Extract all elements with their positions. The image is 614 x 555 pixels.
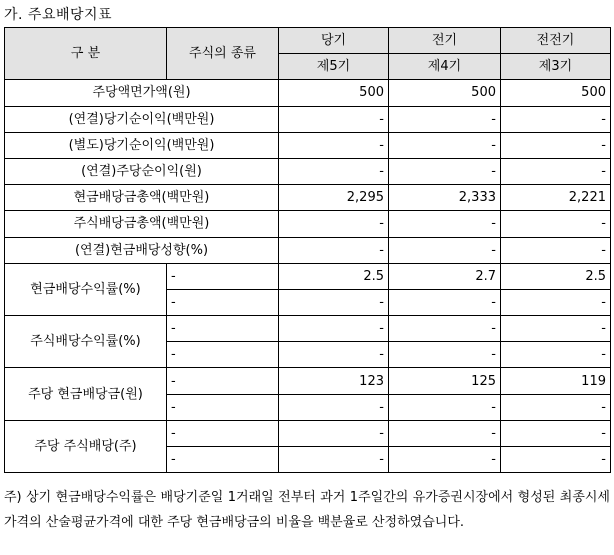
- value-cell: -: [279, 394, 389, 420]
- stock-type-cell: -: [167, 420, 279, 446]
- table-row: [5, 420, 611, 446]
- stock-type-cell: -: [167, 368, 279, 394]
- row-label: (연결)당기순이익(백만원): [5, 106, 279, 132]
- table-row: [5, 211, 611, 237]
- value-cell: -: [389, 132, 501, 158]
- value-cell: -: [501, 420, 611, 446]
- value-cell: -: [389, 316, 501, 342]
- stock-type-cell: -: [167, 316, 279, 342]
- value-cell: -: [389, 447, 501, 473]
- value-cell: -: [279, 211, 389, 237]
- row-label: (연결)현금배당성향(%): [5, 237, 279, 263]
- group-label: 현금배당수익률(%): [5, 263, 167, 315]
- value-cell: -: [389, 158, 501, 184]
- group-label: 주당 현금배당금(원): [5, 368, 167, 420]
- value-cell: 2,333: [389, 185, 501, 211]
- group-label: 주당 주식배당(주): [5, 420, 167, 472]
- stock-type-cell: -: [167, 394, 279, 420]
- value-cell: 500: [279, 80, 389, 106]
- stock-type-cell: -: [167, 342, 279, 368]
- section-title: 가. 주요배당지표: [4, 7, 113, 23]
- value-cell: -: [279, 420, 389, 446]
- value-cell: 123: [279, 368, 389, 394]
- value-cell: 2,221: [501, 185, 611, 211]
- value-cell: 119: [501, 368, 611, 394]
- header-period-before-previous: 전전기: [501, 28, 611, 54]
- value-cell: 125: [389, 368, 501, 394]
- value-cell: -: [279, 342, 389, 368]
- value-cell: -: [279, 132, 389, 158]
- table-row: [5, 106, 611, 132]
- row-label: 주식배당금총액(백만원): [5, 211, 279, 237]
- value-cell: -: [389, 289, 501, 315]
- header-item: 구 분: [5, 28, 167, 80]
- value-cell: 500: [389, 80, 501, 106]
- header-row-1: [5, 28, 611, 54]
- value-cell: -: [501, 211, 611, 237]
- header-period-previous: 전기: [389, 28, 501, 54]
- table-row: [5, 316, 611, 342]
- row-label: (연결)주당순이익(원): [5, 158, 279, 184]
- value-cell: -: [501, 132, 611, 158]
- header-term-before-previous: 제3기: [501, 54, 611, 80]
- value-cell: -: [389, 211, 501, 237]
- value-cell: 2.5: [279, 263, 389, 289]
- value-cell: -: [389, 106, 501, 132]
- table-row: [5, 132, 611, 158]
- value-cell: -: [279, 289, 389, 315]
- value-cell: 2.5: [501, 263, 611, 289]
- value-cell: -: [501, 394, 611, 420]
- header-term-current: 제5기: [279, 54, 389, 80]
- header-stock-type: 주식의 종류: [167, 28, 279, 80]
- value-cell: -: [389, 420, 501, 446]
- table-row: [5, 237, 611, 263]
- group-label: 주식배당수익률(%): [5, 316, 167, 368]
- table-row: [5, 263, 611, 289]
- value-cell: -: [279, 316, 389, 342]
- table-row: [5, 185, 611, 211]
- value-cell: -: [389, 237, 501, 263]
- row-label: (별도)당기순이익(백만원): [5, 132, 279, 158]
- value-cell: -: [279, 447, 389, 473]
- dividend-table-body: [5, 28, 611, 473]
- value-cell: -: [389, 394, 501, 420]
- value-cell: -: [501, 106, 611, 132]
- dividend-table: [4, 27, 611, 473]
- table-row: [5, 158, 611, 184]
- value-cell: -: [501, 447, 611, 473]
- row-label: 주당액면가액(원): [5, 80, 279, 106]
- value-cell: -: [279, 106, 389, 132]
- value-cell: 500: [501, 80, 611, 106]
- header-period-current: 당기: [279, 28, 389, 54]
- value-cell: -: [279, 158, 389, 184]
- row-label: 현금배당금총액(백만원): [5, 185, 279, 211]
- footnote: 주) 상기 현금배당수익률은 배당기준일 1거래일 전부터 과거 1주일간의 유가증권시장에서 형성된 최종시세가격의 산술평균가격에 대한 주당 현금배당금의 비율을 백분율로 산정하였습니다.: [4, 490, 610, 530]
- value-cell: -: [279, 237, 389, 263]
- table-row: [5, 80, 611, 106]
- value-cell: -: [501, 289, 611, 315]
- value-cell: 2.7: [389, 263, 501, 289]
- value-cell: -: [501, 342, 611, 368]
- value-cell: -: [389, 342, 501, 368]
- value-cell: -: [501, 158, 611, 184]
- stock-type-cell: -: [167, 263, 279, 289]
- table-row: [5, 368, 611, 394]
- value-cell: -: [501, 316, 611, 342]
- value-cell: -: [501, 237, 611, 263]
- stock-type-cell: -: [167, 289, 279, 315]
- header-term-previous: 제4기: [389, 54, 501, 80]
- value-cell: 2,295: [279, 185, 389, 211]
- stock-type-cell: -: [167, 447, 279, 473]
